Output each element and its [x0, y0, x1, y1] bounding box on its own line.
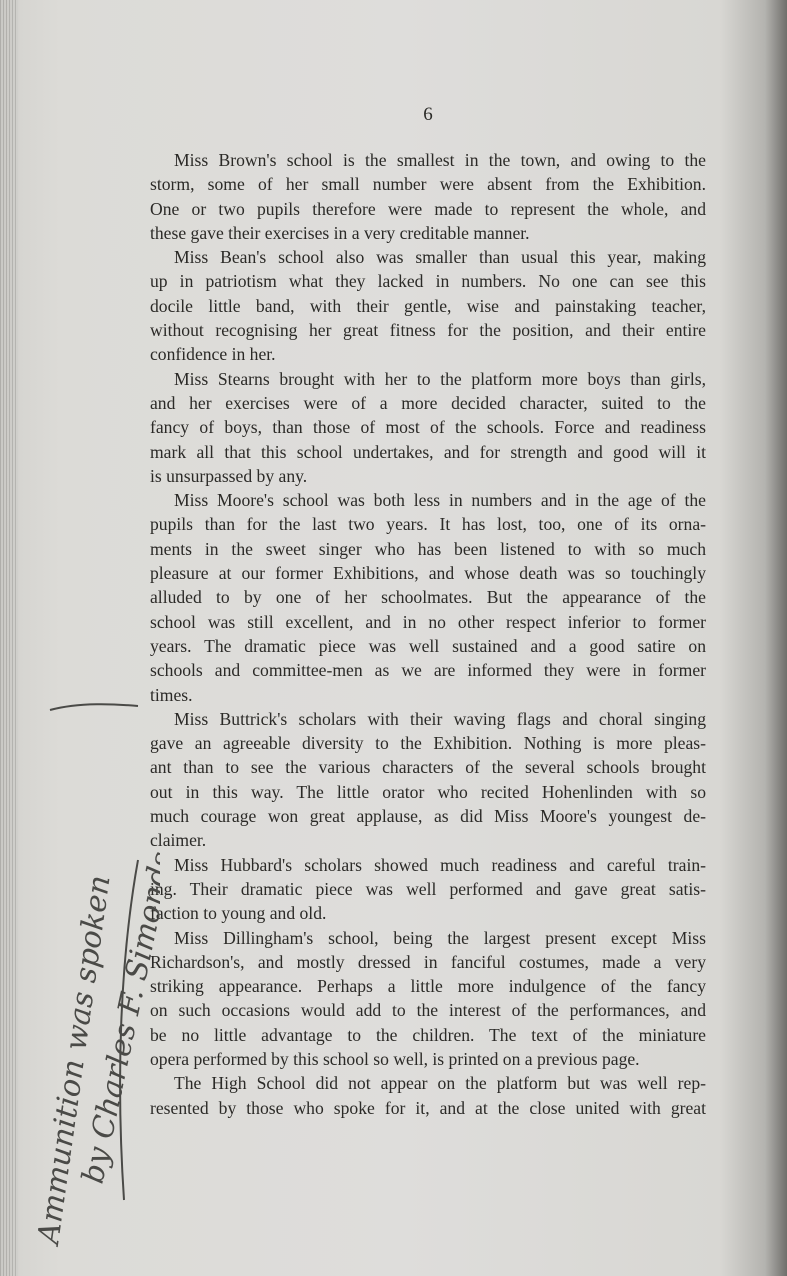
- margin-note-stroke: [50, 704, 138, 710]
- text-line: storm, some of her small number were absent from the Exhibition.: [150, 174, 706, 195]
- text-line: mark all that this school undertakes, and for strength and good will it: [150, 441, 706, 462]
- text-line: pupils than for the last two years. It has lost, too, one of its orna-: [150, 514, 706, 535]
- margin-note-line: by Charles F. Simonds: [75, 848, 160, 1187]
- text-line: these gave their exercises in a very creditable manner.: [150, 222, 530, 243]
- text-line: be no little advantage to the children. The text of the miniature: [150, 1024, 706, 1045]
- text-line: alluded to by one of her schoolmates. But the appearance of the: [150, 587, 706, 608]
- margin-note-line: Ammunition was spoken: [31, 873, 118, 1247]
- text-line: years. The dramatic piece was well sustained and a good satire on: [150, 635, 706, 656]
- text-line: The High School did not appear on the platform but was well rep-: [174, 1073, 706, 1094]
- text-line: and her exercises were of a more decided character, suited to the: [150, 392, 706, 413]
- text-line: up in patriotism what they lacked in numbers. No one can see this: [150, 271, 706, 292]
- text-line: ing. Their dramatic piece was well performed and gave great satis-: [150, 878, 706, 899]
- paragraph-miss-buttrick: [150, 707, 706, 853]
- text-line: out in this way. The little orator who recited Hohenlinden with so: [150, 781, 706, 802]
- handwritten-margin-note: [20, 700, 160, 1260]
- paragraph-high-school: [150, 1071, 706, 1120]
- text-line: on such occasions would add to the interest of the performances, and: [150, 1000, 706, 1021]
- text-line: much courage won great applause, as did Miss Moore's youngest de-: [150, 806, 706, 827]
- paragraph-miss-dillingham: [150, 926, 706, 1072]
- text-line: Miss Buttrick's scholars with their waving flags and choral singing: [174, 708, 706, 729]
- text-line: pleasure at our former Exhibitions, and whose death was so touchingly: [150, 563, 706, 584]
- text-line: Miss Moore's school was both less in numbers and in the age of the: [174, 490, 706, 511]
- text-line: fancy of boys, than those of most of the schools. Force and readiness: [150, 417, 706, 438]
- page-number: 6: [423, 104, 433, 125]
- paragraph-miss-bean: [150, 245, 706, 366]
- text-line: claimer.: [150, 830, 207, 851]
- text-line: Miss Brown's school is the smallest in the town, and owing to the: [174, 150, 706, 170]
- paragraph-miss-brown: [150, 148, 706, 245]
- text-line: ant than to see the various characters of the several schools brought: [150, 757, 706, 778]
- text-line: schools and committee-men as we are informed they were in former: [150, 660, 706, 681]
- text-line: Richardson's, and mostly dressed in fanciful costumes, made a very: [150, 951, 706, 972]
- text-line: resented by those who spoke for it, and at the close united with great: [150, 1097, 706, 1118]
- text-line: ments in the sweet singer who has been listened to with so much: [150, 538, 706, 559]
- text-line: times.: [150, 684, 193, 705]
- text-line: docile little band, with their gentle, wise and painstaking teacher,: [150, 295, 706, 316]
- text-line: faction to young and old.: [150, 903, 327, 924]
- margin-note-drawing: [20, 700, 160, 1260]
- paragraph-miss-hubbard: [150, 853, 706, 926]
- text-line: Miss Hubbard's scholars showed much readiness and careful train-: [174, 854, 706, 875]
- text-line: Miss Dillingham's school, being the largest present except Miss: [174, 927, 706, 948]
- paragraph-miss-moore: [150, 488, 706, 707]
- text-line: striking appearance. Perhaps a little more indulgence of the fancy: [150, 976, 706, 997]
- text-line: opera performed by this school so well, is printed on a previous page.: [150, 1048, 640, 1069]
- text-line: without recognising her great fitness for the position, and their entire: [150, 320, 706, 341]
- page-binding-edge: [0, 0, 18, 1276]
- paragraph-miss-stearns: [150, 367, 706, 488]
- text-line: Miss Bean's school also was smaller than usual this year, making: [174, 247, 706, 268]
- text-line: gave an agreeable diversity to the Exhibition. Nothing is more pleas-: [150, 733, 706, 754]
- text-line: Miss Stearns brought with her to the platform more boys than girls,: [174, 368, 706, 389]
- text-line: is unsurpassed by any.: [150, 465, 308, 486]
- text-line: school was still excellent, and in no other respect inferior to former: [150, 611, 706, 632]
- text-line: One or two pupils therefore were made to represent the whole, and: [150, 198, 706, 219]
- body-text: [150, 148, 706, 1120]
- text-line: confidence in her.: [150, 344, 276, 365]
